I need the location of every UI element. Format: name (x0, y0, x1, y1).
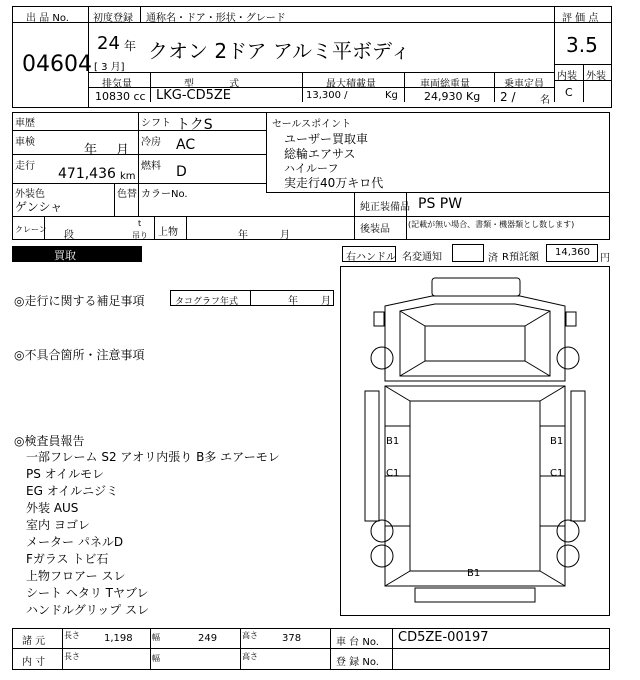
displacement-label: 排気量 (102, 79, 132, 90)
inspector-line-5: 室内 ヨゴレ (26, 518, 90, 532)
name-change-label: 名変通知 (402, 252, 442, 263)
ac-label: 冷房 (141, 137, 161, 148)
history-label: 車歴 (15, 118, 35, 129)
model-value: LKG-CD5ZE (156, 88, 232, 103)
displacement-value: 10830 cc (95, 90, 146, 103)
color-change-label: 色替 (117, 189, 137, 200)
inspector-line-7: Fガラス トビ石 (26, 552, 109, 566)
purchase-label: 買取 (54, 249, 76, 262)
color-code-label: カラーNo. (141, 189, 188, 200)
height-value: 378 (282, 633, 302, 644)
inspector-line-10: ハンドルグリップ スレ (26, 603, 150, 617)
doc-label: 済 (488, 253, 498, 264)
tachograph-label: タコグラフ年式 (175, 297, 239, 307)
interior-grade: C (565, 86, 573, 99)
inspection-year: 年 (84, 143, 98, 158)
capacity-unit: 名 (540, 95, 550, 106)
tacho-month: 月 (321, 296, 331, 307)
equipment-label: 純正装備品 (360, 202, 410, 213)
width-label: 幅 (152, 633, 160, 642)
year-unit: 年 (124, 39, 137, 53)
aftermarket-note: (記載が無い場合、書類・機器類とし数します) (408, 220, 575, 229)
first-reg-label: 初度登録 (93, 13, 133, 24)
crane-step: 段 (64, 230, 74, 241)
inspector-line-3: EG オイルニジミ (26, 484, 119, 498)
inspector-line-9: シート ヘタリ Tヤブレ (26, 586, 149, 600)
footer-frame (12, 628, 610, 670)
inner-label: 内 寸 (22, 657, 46, 668)
running-label: ◎走行に関する補足事項 (14, 294, 145, 308)
length-label: 長さ (64, 631, 80, 640)
mark-b1-left: B1 (386, 436, 400, 447)
first-reg-year: 24 (97, 33, 120, 54)
inner-width-label: 幅 (152, 654, 160, 663)
defects-label: ◎不具合箇所・注意事項 (14, 348, 145, 362)
gross-weight-label: 車両総重量 (420, 79, 470, 90)
chassis-value: CD5ZE-00197 (398, 630, 489, 645)
inner-length-label: 長さ (64, 652, 80, 661)
exterior-label: 外装 (586, 71, 606, 82)
r-amount-box (546, 244, 598, 262)
equipment-value: PS PW (418, 196, 463, 212)
r-label: R預託額 (502, 252, 539, 263)
gross-weight-value: 24,930 Kg (424, 90, 481, 103)
tacho-year: 年 (288, 296, 298, 307)
sales-point-2: 総輪エアサス (284, 147, 356, 161)
grade-value: 3.5 (566, 33, 598, 57)
r-amount: 14,360 (555, 247, 590, 258)
mileage-unit: km (120, 171, 136, 182)
mark-b1-right: B1 (550, 436, 564, 447)
model-label: 型 式 (184, 79, 256, 90)
capacity-value: 2 / (500, 90, 516, 104)
steering-value: 右ハンドル (346, 252, 396, 263)
dims-label: 諸 元 (22, 636, 46, 647)
fuel-value: D (176, 164, 187, 180)
mark-c1-right: C1 (550, 468, 564, 479)
inspector-line-2: PS オイルモレ (26, 467, 105, 481)
color-label: 外装色 (15, 189, 45, 200)
first-reg-month: [ 3 月] (94, 62, 125, 73)
aftermarket-label: 後装品 (360, 224, 390, 235)
crane-label: クレーン (15, 225, 47, 234)
sales-point-4: 実走行40万キロ代 (284, 176, 384, 190)
ac-value: AC (176, 137, 196, 153)
crane-hang: 吊り (132, 231, 148, 240)
sales-point-label: セールスポイント (272, 119, 352, 130)
max-load-unit: Kg (385, 90, 398, 101)
crane-ton: t (138, 219, 142, 228)
grade-label: 評 価 点 (562, 13, 599, 24)
inspector-line-6: メーター パネルD (26, 535, 124, 549)
max-load-label: 最大積載量 (326, 79, 376, 90)
sales-point-3: ハイルーフ (284, 162, 339, 175)
capacity-label: 乗車定員 (504, 79, 544, 90)
tachograph-box (170, 290, 334, 306)
shift-value: トクS (176, 117, 213, 133)
interior-label: 内装 (557, 71, 577, 82)
purchase-badge (12, 246, 142, 262)
height-label: 高さ (242, 631, 258, 640)
inner-height-label: 高さ (242, 652, 258, 661)
width-value: 249 (198, 633, 218, 644)
mileage-label: 走行 (15, 161, 35, 172)
inspection-label: 車検 (15, 137, 35, 148)
upper-year: 年 (238, 230, 248, 241)
mark-b1-rear: B1 (467, 568, 481, 579)
inspector-line-4: 外装 AUS (26, 501, 79, 515)
chassis-label: 車 台 No. (336, 637, 379, 648)
upper-label: 上物 (158, 227, 178, 238)
inspector-label: ◎検査員報告 (14, 434, 85, 448)
mark-c1-left: C1 (386, 468, 400, 479)
lot-label: 出 品 No. (26, 13, 69, 24)
color-value: ゲンシャ (15, 200, 63, 214)
fuel-label: 燃料 (141, 161, 161, 172)
car-name: クオン 2ドア アルミ平ボディ (148, 39, 411, 63)
truck-diagram (340, 266, 610, 616)
max-load-value: 13,300 / (306, 90, 348, 101)
sales-point-1: ユーザー買取車 (284, 132, 369, 146)
shift-label: シフト (141, 118, 171, 129)
mileage-value: 471,436 (58, 166, 116, 182)
inspection-month: 月 (116, 143, 130, 158)
reg-label: 登 録 No. (336, 657, 379, 668)
upper-month: 月 (280, 230, 290, 241)
length-value: 1,198 (104, 633, 133, 644)
inspector-line-1: 一部フレーム S2 アオリ内張り B多 エアーモレ (26, 450, 280, 464)
steering-box (342, 246, 396, 262)
lot-number: 04604 (22, 52, 92, 77)
r-unit: 円 (600, 253, 610, 264)
car-name-label: 通称名・ドア・形状・グレード (146, 13, 286, 24)
inspector-line-8: 上物フロアー スレ (26, 569, 126, 583)
name-change-box (452, 244, 484, 262)
